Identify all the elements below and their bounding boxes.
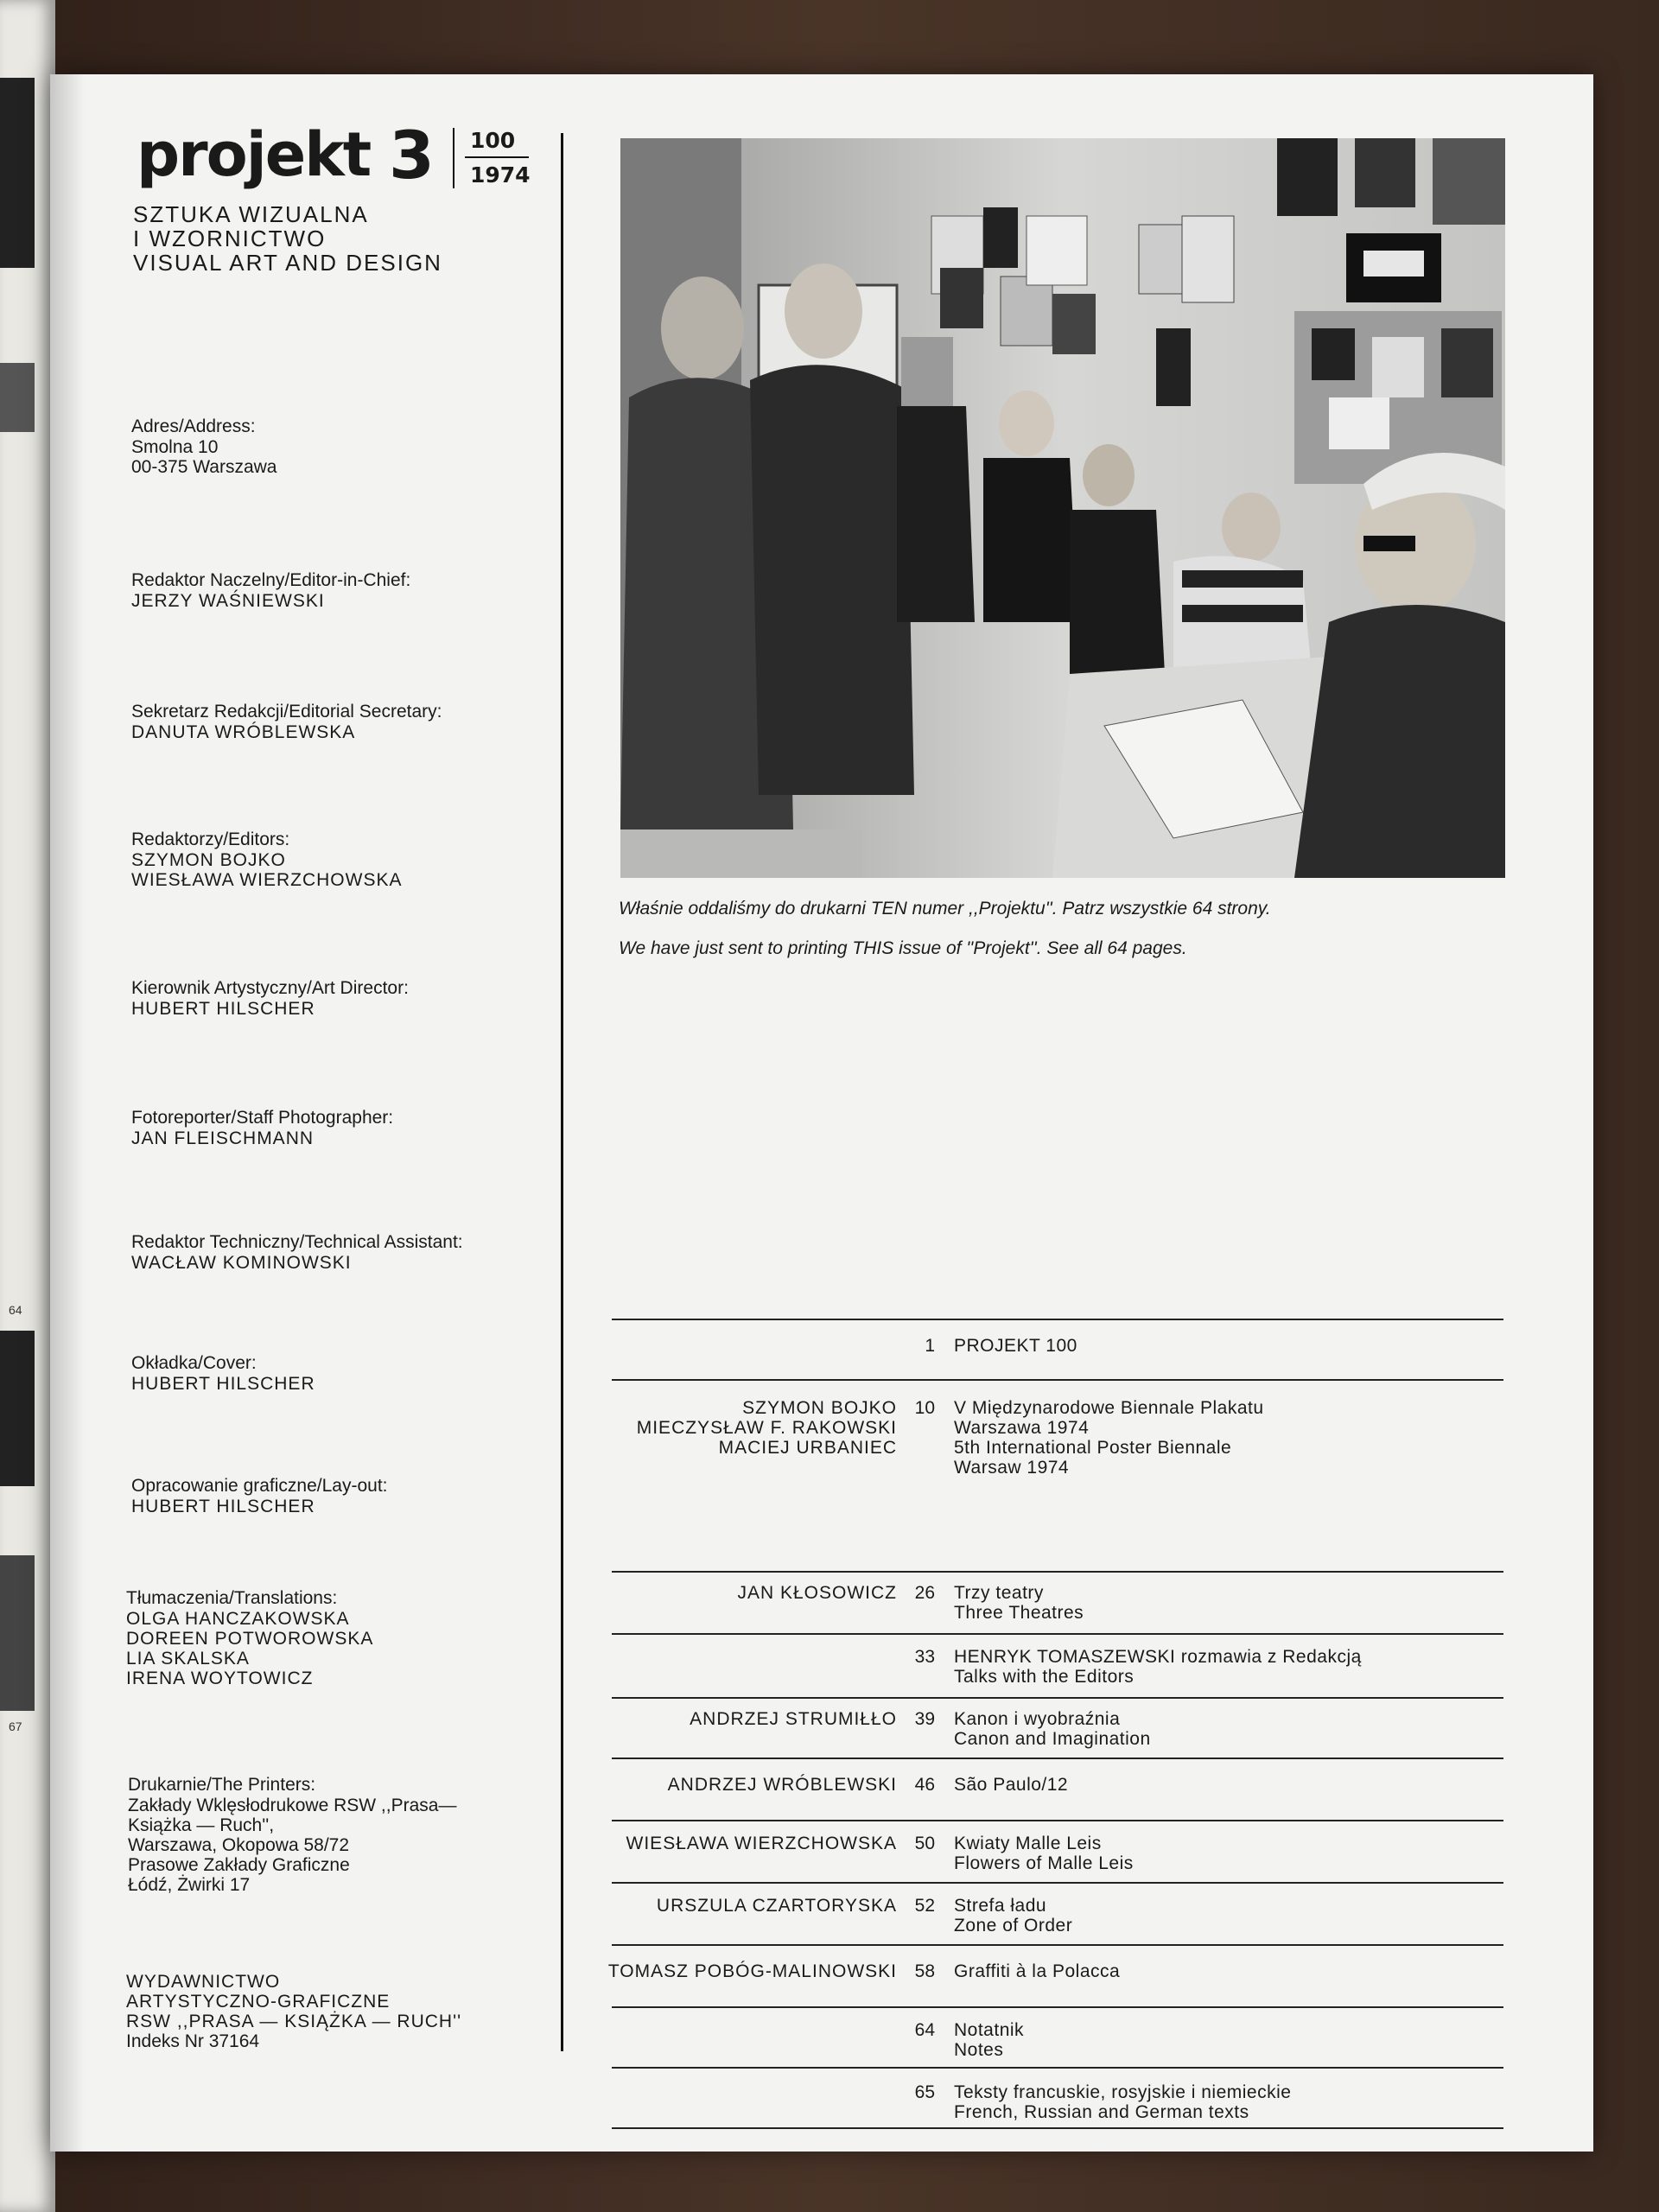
credit-label: Redaktorzy/Editors:: [131, 830, 290, 849]
toc-title-line: Zone of Order: [954, 1916, 1073, 1936]
credit-value: DOREEN POTWOROWSKA: [126, 1629, 374, 1649]
toc-title-line: V Międzynarodowe Biennale Plakatu: [954, 1398, 1264, 1418]
toc-author: MIECZYSŁAW F. RAKOWSKI: [636, 1418, 897, 1438]
credit-label: Drukarnie/The Printers:: [128, 1775, 316, 1795]
toc-rule: [612, 1820, 1503, 1821]
toc-authors: [637, 1398, 897, 1458]
credit-value: Indeks Nr 37164: [126, 2031, 260, 2051]
credit-value: Zakłady Wklęsłodrukowe RSW ,,Prasa—: [128, 1796, 457, 1815]
credit-value: Smolna 10: [131, 437, 219, 457]
toc-title-line: Notes: [954, 2040, 1004, 2060]
credit-editorial-secretary: [131, 702, 581, 742]
toc-title: [954, 1336, 1077, 1356]
credit-publisher: [126, 1972, 575, 2051]
credit-editors: [131, 830, 581, 890]
toc-title: [954, 1583, 1084, 1623]
toc-title-line: Teksty francuskie, rosyjskie i niemieckie: [954, 2082, 1292, 2102]
credit-value: HUBERT HILSCHER: [131, 1497, 315, 1516]
credit-value: SZYMON BOJKO: [131, 850, 286, 870]
toc-page-number: 50: [914, 1834, 935, 1853]
toc-title: [954, 2020, 1024, 2060]
issue-total-number: 100: [470, 128, 516, 153]
credit-value: WYDAWNICTWO: [126, 1972, 281, 1992]
subtitle-line: VISUAL ART AND DESIGN: [133, 250, 442, 276]
toc-title-line: Flowers of Malle Leis: [954, 1853, 1134, 1873]
credit-label: Adres/Address:: [131, 416, 256, 436]
credit-value: Warszawa, Okopowa 58/72: [128, 1835, 350, 1855]
credit-value: JERZY WAŚNIEWSKI: [131, 591, 325, 611]
credit-printers: [128, 1775, 577, 1895]
credit-label: Okładka/Cover:: [131, 1353, 257, 1373]
credit-layout: [131, 1476, 581, 1516]
toc-rule: [612, 1571, 1503, 1573]
credit-value: IRENA WOYTOWICZ: [126, 1669, 314, 1688]
credit-value: DANUTA WRÓBLEWSKA: [131, 722, 356, 742]
credit-value: OLGA HANCZAKOWSKA: [126, 1609, 350, 1629]
prev-page-image: [0, 1555, 35, 1711]
credit-value: WIESŁAWA WIERZCHOWSKA: [131, 870, 403, 890]
page-gutter-shadow: [50, 74, 85, 2152]
toc-authors: [608, 1961, 897, 1981]
credit-value: ARTYSTYCZNO-GRAFICZNE: [126, 1992, 391, 2012]
credit-value: Łódź, Żwirki 17: [128, 1875, 251, 1895]
toc-page-number: 65: [914, 2082, 935, 2102]
credit-label: Opracowanie graficzne/Lay-out:: [131, 1476, 388, 1496]
toc-authors: [737, 1583, 897, 1603]
toc-title: [954, 2082, 1291, 2122]
credit-value: WACŁAW KOMINOWSKI: [131, 1253, 352, 1273]
credit-value: 00-375 Warszawa: [131, 457, 277, 477]
toc-title-line: Warszawa 1974: [954, 1418, 1090, 1438]
credit-value: JAN FLEISCHMANN: [131, 1128, 315, 1148]
toc-title: [954, 1896, 1072, 1936]
credit-label: Redaktor Naczelny/Editor-in-Chief:: [131, 570, 411, 590]
credit-label: Fotoreporter/Staff Photographer:: [131, 1108, 394, 1128]
toc-title-line: Kwiaty Malle Leis: [954, 1834, 1102, 1853]
issue-fraction: [453, 128, 531, 188]
credit-value: Książka — Ruch'',: [128, 1815, 275, 1835]
toc-page-number: 1: [925, 1336, 935, 1356]
toc-rule: [612, 1633, 1503, 1635]
toc-author: JAN KŁOSOWICZ: [737, 1583, 897, 1603]
issue-number: 3: [389, 117, 435, 194]
toc-title: [954, 1709, 1151, 1749]
toc-title-line: Talks with the Editors: [954, 1667, 1135, 1687]
toc-authors: [690, 1709, 897, 1729]
toc-title-line: Graffiti à la Polacca: [954, 1961, 1121, 1981]
toc-author: TOMASZ POBÓG-MALINOWSKI: [607, 1961, 897, 1981]
credit-value: Prasowe Zakłady Graficzne: [128, 1855, 350, 1875]
toc-title-line: 5th International Poster Biennale: [954, 1438, 1232, 1458]
toc-page-number: 58: [914, 1961, 935, 1981]
logo: projekt: [137, 119, 371, 190]
toc-author: WIESŁAWA WIERZCHOWSKA: [626, 1834, 897, 1853]
toc-title-line: HENRYK TOMASZEWSKI rozmawia z Redakcją: [954, 1647, 1362, 1667]
fraction-bar: [465, 156, 529, 158]
masthead-subtitle: [133, 202, 442, 275]
toc-title-line: French, Russian and German texts: [954, 2102, 1249, 2122]
toc-title-line: São Paulo/12: [954, 1775, 1069, 1795]
toc-title-line: Warsaw 1974: [954, 1458, 1070, 1478]
toc-title-line: Trzy teatry: [954, 1583, 1044, 1603]
toc-page-number: 33: [914, 1647, 935, 1667]
toc-authors: [626, 1834, 897, 1853]
toc-rule: [612, 1379, 1503, 1381]
magazine-page: [50, 74, 1593, 2152]
credit-label: Tłumaczenia/Translations:: [126, 1588, 338, 1608]
toc-author: SZYMON BOJKO: [742, 1398, 897, 1418]
credit-value: HUBERT HILSCHER: [131, 1374, 315, 1394]
toc-author: ANDRZEJ STRUMIŁŁO: [690, 1709, 897, 1729]
toc-title-line: Kanon i wyobraźnia: [954, 1709, 1121, 1729]
prev-page-number: 64: [9, 1303, 22, 1317]
credit-label: Sekretarz Redakcji/Editorial Secretary:: [131, 702, 442, 721]
toc-title-line: Notatnik: [954, 2020, 1025, 2040]
toc-title-line: Canon and Imagination: [954, 1729, 1151, 1749]
prev-page-image: [0, 363, 35, 432]
toc-title: [954, 1775, 1068, 1795]
previous-page-edge: [0, 0, 55, 2212]
issue-year: 1974: [470, 162, 531, 188]
toc-title-line: PROJEKT 100: [954, 1336, 1077, 1356]
toc-rule: [612, 1882, 1503, 1884]
toc-page-number: 39: [914, 1709, 935, 1729]
toc-title: [954, 1961, 1120, 1981]
toc-title-line: Three Theatres: [954, 1603, 1084, 1623]
toc-page-number: 46: [914, 1775, 935, 1795]
toc-title: [954, 1398, 1264, 1478]
credit-label: Redaktor Techniczny/Technical Assistant:: [131, 1232, 463, 1252]
toc-author: MACIEJ URBANIEC: [718, 1438, 897, 1458]
toc-rule: [612, 1697, 1503, 1699]
prev-page-image: [0, 1331, 35, 1486]
toc-author: ANDRZEJ WRÓBLEWSKI: [667, 1775, 897, 1795]
credit-address: [131, 416, 581, 477]
toc-rule: [612, 2006, 1503, 2008]
toc-author: URSZULA CZARTORYSKA: [656, 1896, 897, 1916]
credit-label: Kierownik Artystyczny/Art Director:: [131, 978, 409, 998]
toc-rule: [612, 2067, 1503, 2069]
credit-staff-photographer: [131, 1108, 581, 1148]
toc-rule: [612, 2127, 1503, 2129]
toc-rule: [612, 1319, 1503, 1320]
credit-art-director: [131, 978, 581, 1019]
credit-value: RSW ,,PRASA — KSIĄŻKA — RUCH'': [126, 2012, 462, 2031]
toc-page-number: 26: [914, 1583, 935, 1603]
credit-editor-in-chief: [131, 570, 581, 611]
photo-caption-pl: Właśnie oddaliśmy do drukarni TEN numer ,,Projektu''. Patrz wszystkie 64 strony.: [619, 899, 1271, 918]
subtitle-line: SZTUKA WIZUALNA: [133, 201, 369, 227]
photo-caption-en: We have just sent to printing THIS issue of ''Projekt''. See all 64 pages.: [619, 938, 1187, 958]
editorial-office-photo: [620, 138, 1505, 878]
credit-translations: [126, 1588, 575, 1688]
toc-rule: [612, 1758, 1503, 1759]
toc-page-number: 64: [914, 2020, 935, 2040]
prev-page-number: 67: [9, 1719, 22, 1733]
photo-illustration: [620, 138, 1505, 878]
toc-page-number: 52: [914, 1896, 935, 1916]
column-divider: [561, 133, 563, 2051]
toc-rule: [612, 1944, 1503, 1946]
toc-authors: [668, 1775, 897, 1795]
toc-title: [954, 1647, 1362, 1687]
toc-title-line: Strefa ładu: [954, 1896, 1047, 1916]
toc-title: [954, 1834, 1134, 1873]
toc-authors: [657, 1896, 897, 1916]
credit-value: LIA SKALSKA: [126, 1649, 250, 1669]
credit-value: HUBERT HILSCHER: [131, 999, 315, 1019]
toc-page-number: 10: [914, 1398, 935, 1418]
prev-page-image: [0, 78, 35, 268]
subtitle-line: I WZORNICTWO: [133, 226, 327, 251]
credit-technical-assistant: [131, 1232, 581, 1273]
credit-cover: [131, 1353, 581, 1394]
